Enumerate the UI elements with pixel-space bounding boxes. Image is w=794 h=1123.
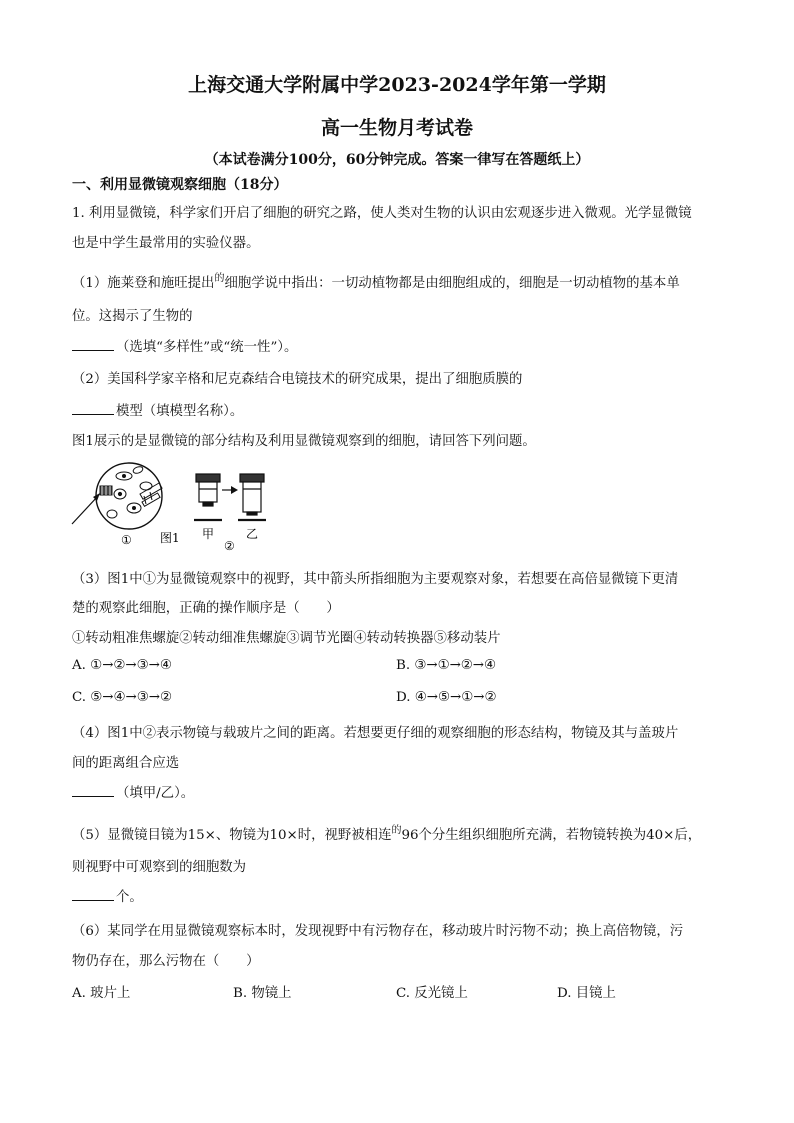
q1-intro-line2: 也是中学生最常用的实验仪器。: [72, 236, 260, 251]
q1-intro-line1: 1. 利用显微镜，科学家们开启了细胞的研究之路，使人类对生物的认识由宏观逐步进入微观。光学显微镜: [72, 206, 692, 221]
answer-blank: [72, 888, 114, 901]
q1-part5-line2: 则视野中可观察到的细胞数为: [72, 860, 247, 875]
exam-title-line2: 高一生物月考试卷: [320, 117, 473, 139]
option-c: C. ⑤→④→③→②: [72, 690, 172, 705]
q1-part6-line1: （6）某同学在用显微镜观察标本时，发现视野中有污物存在，移动玻片时污物不动；换上高倍物镜，污: [72, 924, 684, 939]
q1-part2-line2: [72, 400, 243, 419]
option-d: D. ④→⑤→①→②: [396, 690, 497, 705]
q1-part5-line1: [72, 824, 701, 843]
q1-part1-text-a: （1）施莱登和施旺提出: [72, 276, 215, 291]
q1-part4-hint: （填甲/乙）。: [116, 786, 195, 801]
q1-part4-line3: [72, 782, 194, 801]
q1-part2-hint: 模型（填模型名称）。: [116, 404, 244, 419]
q1-part3-line1: （3）图1中①为显微镜观察中的视野，其中箭头所指细胞为主要观察对象，若想要在高倍显微镜下更清: [72, 572, 679, 587]
answer-blank: [72, 338, 114, 351]
option-a: A. ①→②→③→④: [72, 658, 172, 673]
option-a: A. 玻片上: [72, 986, 131, 1001]
q1-part3-line2: 楚的观察此细胞，正确的操作顺序是（ ）: [72, 601, 340, 616]
label-2: ②: [224, 539, 235, 553]
q1-part6-line2: 物仍存在，那么污物在（ ）: [72, 954, 260, 969]
target-cell: [100, 486, 112, 495]
option-c: C. 反光镜上: [396, 986, 468, 1001]
q1-part1-text-b: 细胞学说中指出：一切动植物都是由细胞组成的，细胞是一切动植物的基本单: [224, 276, 680, 291]
objective-yi: [240, 474, 264, 515]
figure-1: [66, 456, 296, 556]
pointer-arrow: [72, 496, 98, 524]
q1-part1-hint: （选填“多样性”或“统一性”）。: [116, 340, 298, 355]
q1-part1-line2: 位。这揭示了生物的: [72, 309, 193, 324]
label-yi: 乙: [246, 527, 259, 541]
exam-title-line1: 上海交通大学附属中学2023-2024学年第一学期: [188, 74, 606, 96]
q1-part3-steps: ①转动粗准焦螺旋②转动细准焦螺旋③调节光圈④转动转换器⑤移动装片: [72, 631, 501, 646]
q1-part2-line1: （2）美国科学家辛格和尼克森结合电镜技术的研究成果，提出了细胞质膜的: [72, 372, 523, 387]
q1-part1-line1: [72, 272, 680, 291]
answer-blank: [72, 402, 114, 415]
objective-jia: [196, 474, 220, 506]
q1-part5-text-a: （5）显微镜目镜为15×、物镜为10×时，视野被相连: [72, 828, 392, 843]
q1-part1-line3: [72, 336, 297, 355]
q1-part5-text-b: 96个分生组织细胞所充满，若物镜转换为40×后，: [401, 828, 702, 843]
q1-part5-hint: 个。: [116, 890, 143, 905]
figure-intro: 图1展示的是显微镜的部分结构及利用显微镜观察到的细胞，请回答下列问题。: [72, 434, 536, 449]
option-b: B. ③→①→②→④: [396, 658, 497, 673]
q1-part4-line2: 间的距离组合应选: [72, 756, 180, 771]
answer-blank: [72, 784, 114, 797]
q1-part5-line3: [72, 886, 143, 905]
exam-instructions: （本试卷满分100分，60分钟完成。答案一律写在答题纸上）: [204, 152, 590, 168]
label-figure: 图1: [160, 531, 180, 545]
section-heading: 一、利用显微镜观察细胞（18分）: [72, 177, 288, 193]
option-d: D. 目镜上: [557, 986, 616, 1001]
label-jia: 甲: [202, 527, 215, 541]
option-b: B. 物镜上: [233, 986, 292, 1001]
q1-part4-line1: （4）图1中②表示物镜与载玻片之间的距离。若想要更仔细的观察细胞的形态结构，物镜及其与盖玻片: [72, 726, 679, 741]
label-1: ①: [121, 533, 132, 547]
q1-part1-superscript: 的: [214, 273, 225, 284]
q1-part5-superscript: 的: [391, 825, 402, 836]
